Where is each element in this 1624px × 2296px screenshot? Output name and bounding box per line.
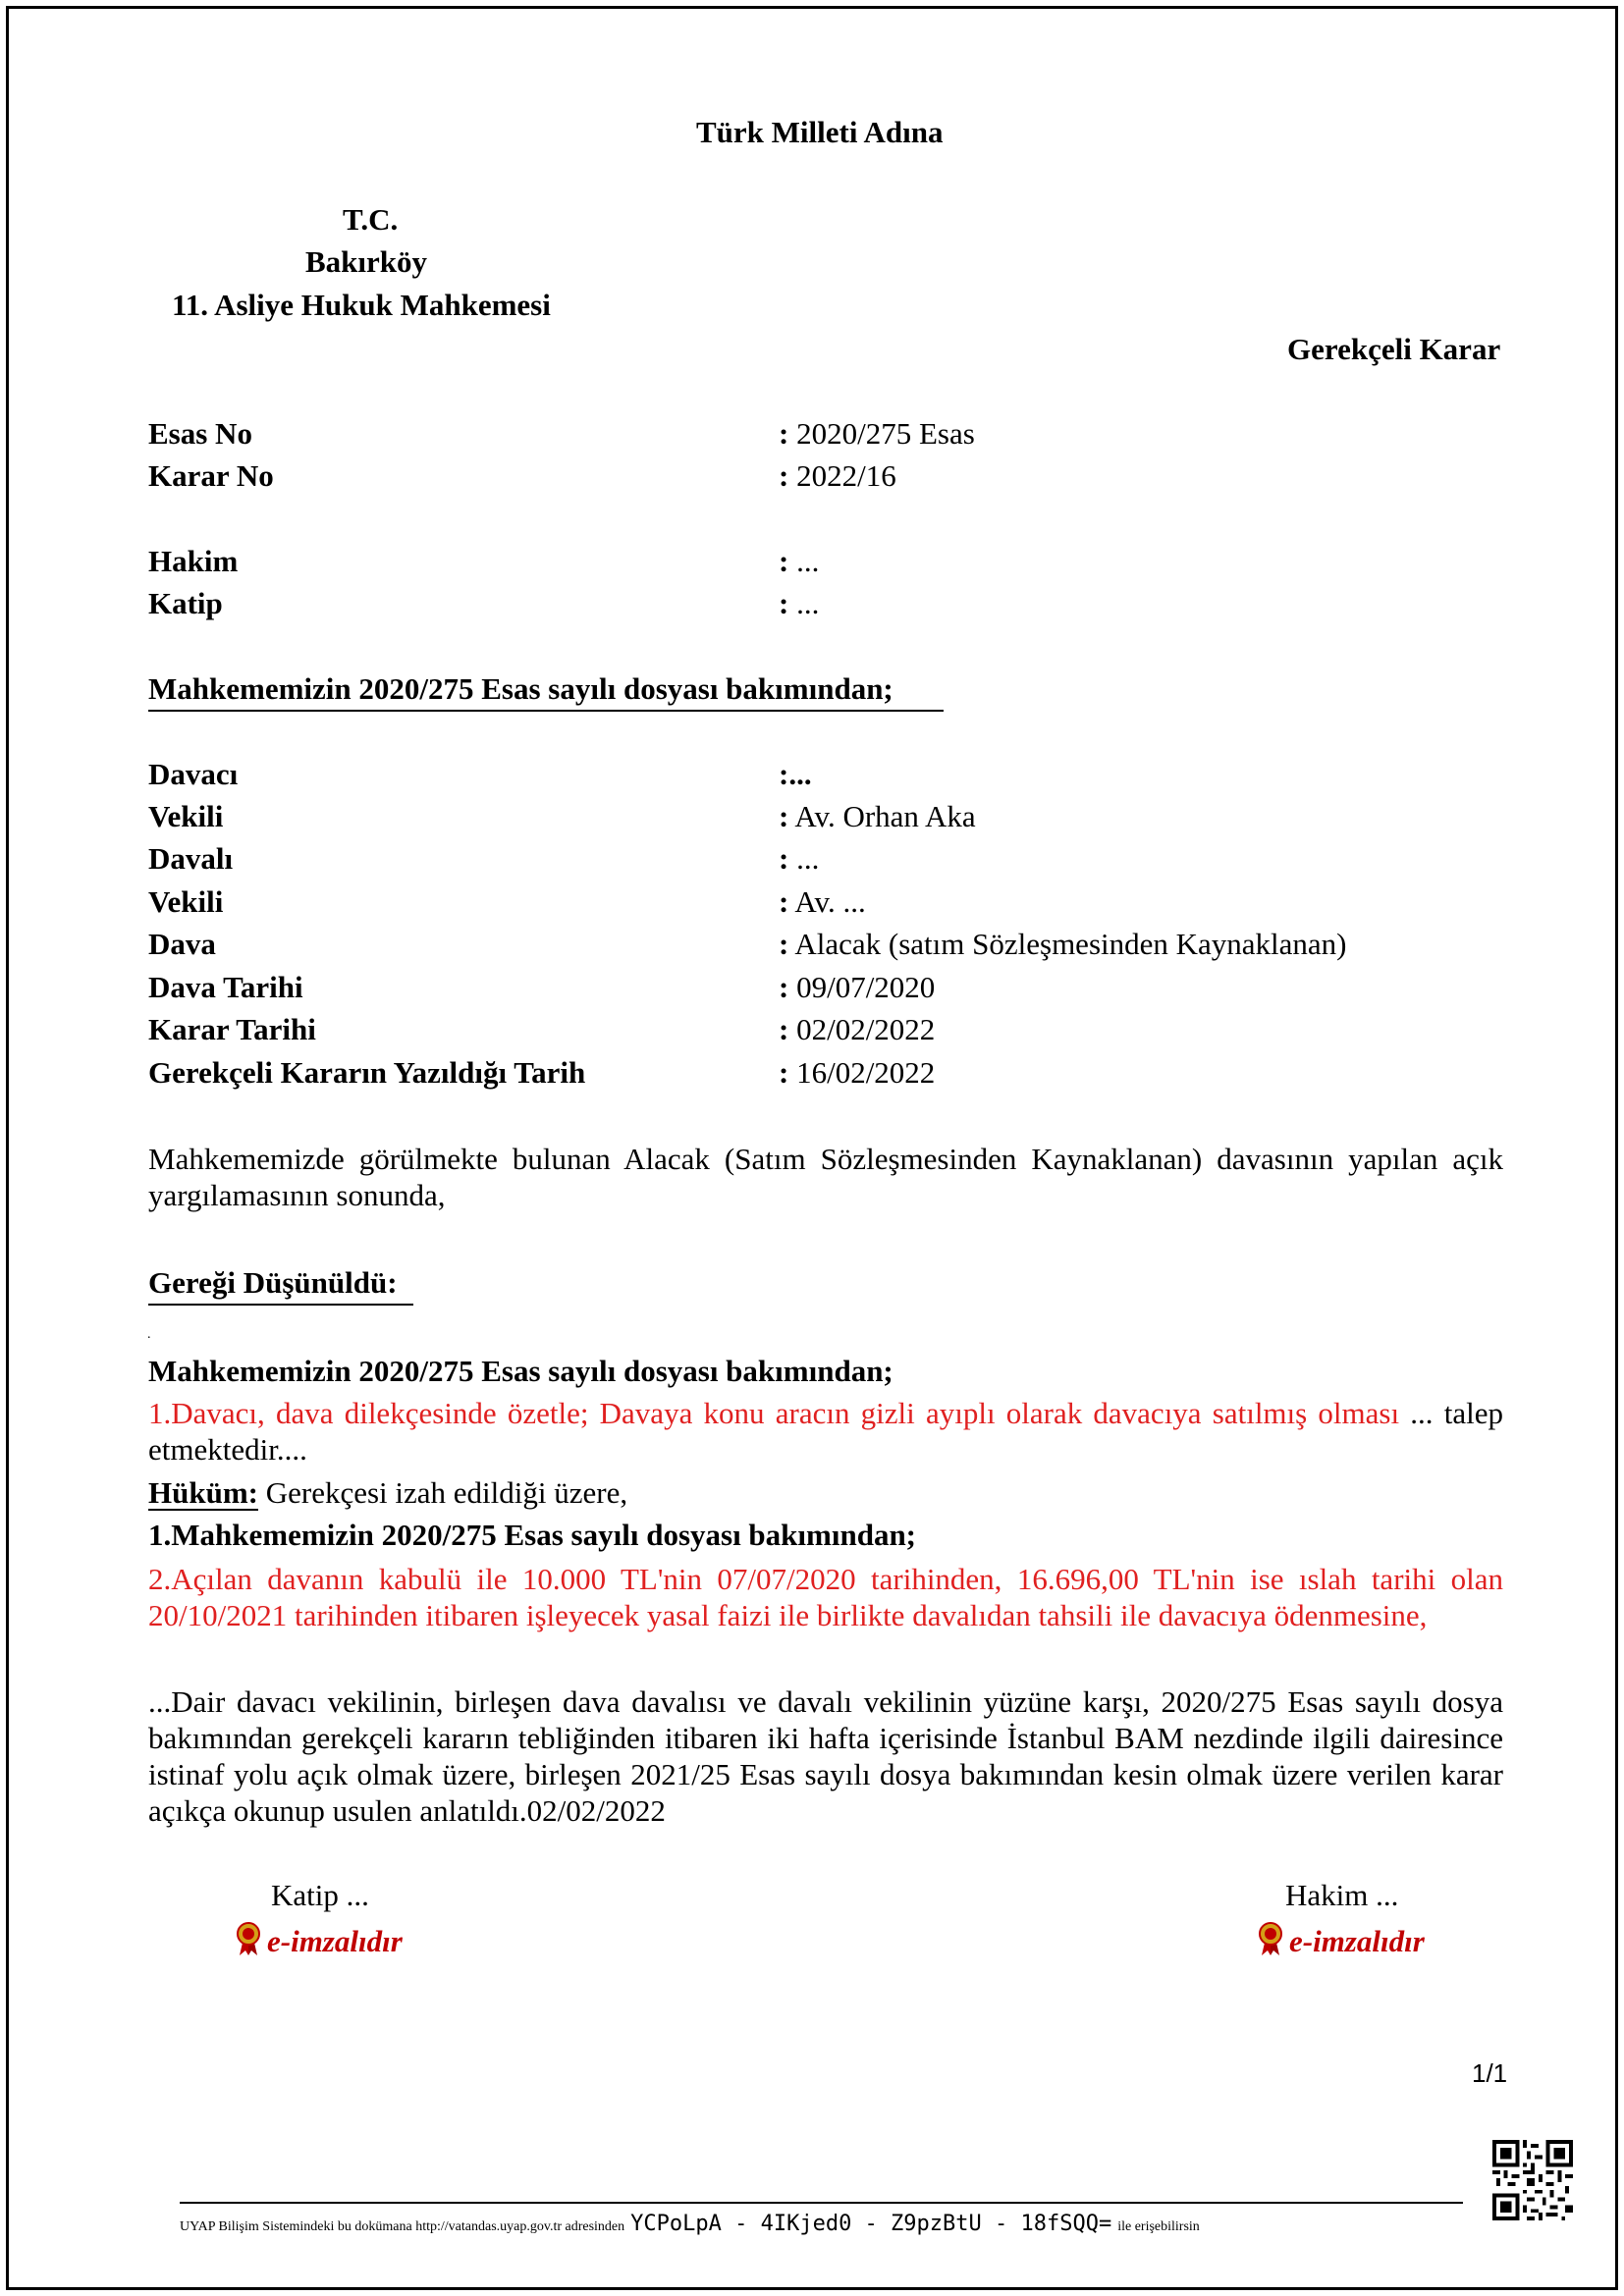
case-label: Esas No [148,416,252,451]
deliberation-heading: Gereği Düşünüldü: [148,1265,398,1300]
verdict-line [148,1475,627,1511]
claim-tail-text: ... talep etmektedir.... [148,1396,1503,1467]
verdict-item-1: 1.Mahkememizin 2020/275 Esas sayılı dosyası bakımından; [148,1518,917,1552]
case-value: : ... [779,586,820,620]
section-title-2: Mahkememizin 2020/275 Esas sayılı dosyası bakımından; [148,1354,893,1388]
page-number: 1/1 [1472,2058,1508,2088]
dot-mark: . [147,1327,151,1342]
footer-prefix: UYAP Bilişim Sistemindeki bu dokümana http://vatandas.uyap.gov.tr adresinden [180,2219,625,2234]
judge-signature-label: Hakim ... [1285,1878,1399,1912]
section-title-underline [148,710,944,712]
footer-suffix: ile erişebilirsin [1117,2219,1200,2234]
party-label: Vekili [148,884,224,919]
seal-icon [1258,1921,1283,1961]
case-value: : 2020/275 Esas [779,416,975,451]
party-label: Vekili [148,799,224,833]
party-value: : 02/02/2022 [779,1012,936,1046]
court-name: 11. Asliye Hukuk Mahkemesi [172,288,551,322]
document-type: Gerekçeli Karar [1287,332,1501,366]
party-value: :... [779,757,812,791]
party-label: Davalı [148,841,234,876]
party-value: : Av. ... [779,884,866,919]
verdict-item-2: 2.Açılan davanın kabulü ile 10.000 TL'nin 07/07/2020 tarihinden, 16.696,00 TL'nin ise ıslah tarihi olan 20/10/2021 tarihinden itibaren işleyecek yasal faizi ile birlikte davalıdan tahsili ile davacıya ödenmesine, [148,1562,1503,1632]
nation-heading: Türk Milleti Adına [696,115,944,149]
party-label: Dava [148,927,216,961]
case-label: Katip [148,586,223,620]
verification-code: YCPoLpA - 4IKjed0 - Z9pzBtU - 18fSQQ= [630,2212,1112,2236]
case-value: : 2022/16 [779,458,896,493]
esign-text: e-imzalıdır [267,1923,403,1958]
party-label: Karar Tarihi [148,1012,316,1046]
verdict-label: Hüküm: [148,1475,258,1510]
clerk-esignature [236,1921,403,1961]
clerk-signature-label: Katip ... [271,1878,369,1912]
case-value: : ... [779,544,820,578]
judge-esignature [1258,1921,1425,1961]
seal-icon [236,1921,261,1961]
qr-code-icon [1492,2140,1573,2220]
party-value: : Alacak (satım Sözleşmesinden Kaynaklanan) [779,927,1347,961]
case-label: Hakim [148,544,239,578]
claim-red-text: 1.Davacı, dava dilekçesinde özetle; Davaya konu aracın gizli ayıplı olarak davacıya satılmış olması [148,1396,1400,1430]
section-title: Mahkememizin 2020/275 Esas sayılı dosyası bakımından; [148,671,893,706]
closing-paragraph: ...Dair davacı vekilinin, birleşen dava davalısı ve davalı vekilinin yüzüne karşı, 2020/275 Esas sayılı dosya bakımından gerekçeli kararın tebliğinden itibaren iki hafta içerisinde İstanbul BAM nezdinde ilgili dairesince istinaf yolu açık olmak üzere, birleşen 2021/25 Esas sayılı dosya bakımından kesin olmak üzere verilen karar açıkça okunup usulen anlatıldı.02/02/2022 [148,1684,1503,1828]
party-label: Gerekçeli Kararın Yazıldığı Tarih [148,1055,586,1090]
esign-text: e-imzalıdır [1289,1923,1425,1958]
claim-paragraph [148,1395,1503,1468]
footer [180,2212,1200,2236]
city-heading: Bakırköy [305,244,428,279]
deliberation-underline [148,1304,413,1306]
party-value: : ... [779,841,820,876]
footer-rule [180,2202,1463,2204]
party-value: : 09/07/2020 [779,970,936,1004]
intro-paragraph: Mahkememizde görülmekte bulunan Alacak (Satım Sözleşmesinden Kaynaklanan) davasının yapılan açık yargılamasının sonunda, [148,1142,1503,1212]
verdict-text: Gerekçesi izah edildiği üzere, [257,1475,628,1510]
party-label: Dava Tarihi [148,970,303,1004]
party-label: Davacı [148,757,239,791]
case-label: Karar No [148,458,274,493]
party-value: : 16/02/2022 [779,1055,936,1090]
tc-heading: T.C. [343,202,399,237]
party-value: : Av. Orhan Aka [779,799,976,833]
